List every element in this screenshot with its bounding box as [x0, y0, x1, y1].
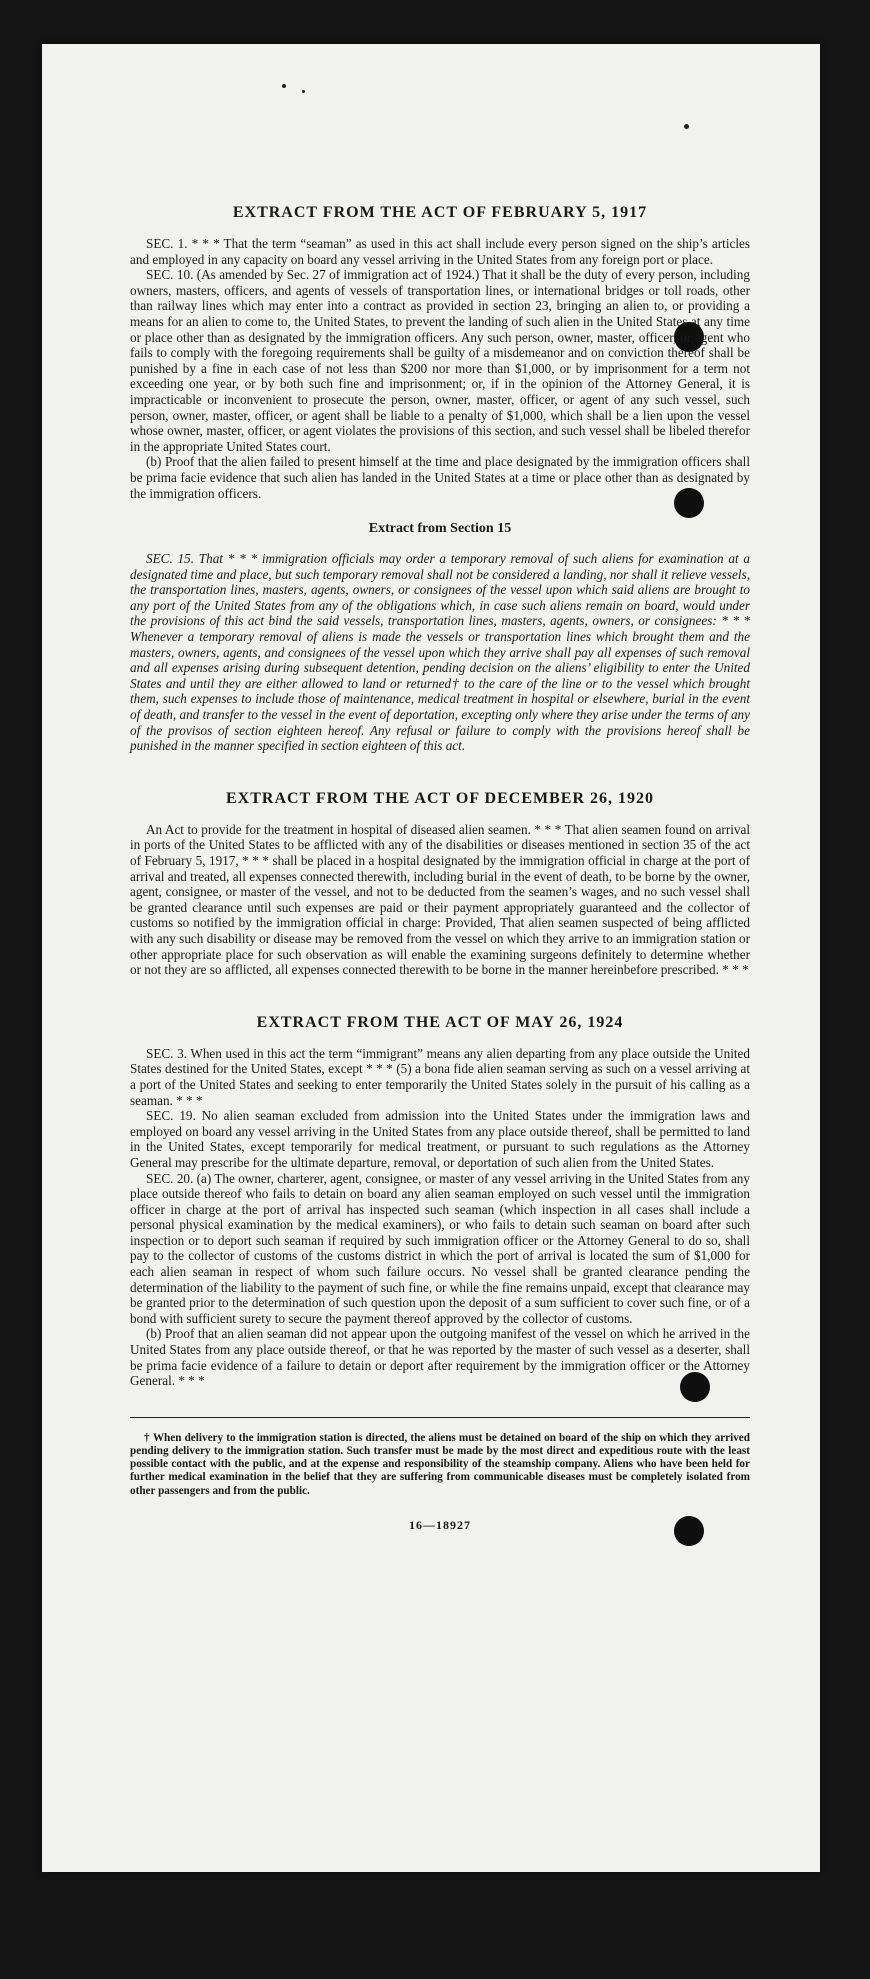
footnote: † When delivery to the immigration station is directed, the aliens must be detained on board of the ship on which they arrived pending delivery to the immigration station. Such transfer must be made by the most direct and expeditious route with the least possible contact with the public, and at the expense and responsibility of the steamship company. Aliens who have been held for further medical examination in the belief that they are suffering from communicable diseases must be completely isolated from other passengers and from the public.: [130, 1431, 750, 1497]
section-heading: EXTRACT FROM THE ACT OF MAY 26, 1924: [256, 1013, 624, 1031]
section-subheading: Extract from Section 15: [368, 521, 512, 537]
section-paragraph: SEC. 10. (As amended by Sec. 27 of immigration act of 1924.) That it shall be the duty of every person, including owners, masters, officers, and agents of vessels of transportation lines, or international bridges or toll roads, other than railway lines which may enter into a contract as provided in section 23, bringing an alien to, or providing a means for an alien to come to, the United States, to prevent the landing of such alien in the United States at any time or place other than as designated by the immigration officers. Any such person, owner, master, officer, or agent who fails to comply with the foregoing requirements shall be guilty of a misdemeanor and on conviction thereof shall be punished by a fine in each case of not less than $200 nor more than $1,000, or by imprisonment for a term not exceeding one year, or by both such fine and imprisonment; or, if in the opinion of the Attorney General, it is impracticable or inconvenient to prosecute the person, owner, master, officer, or agent of any such vessel, such person, owner, master, officer, or agent shall be liable to a penalty of $1,000, which shall be a lien upon the vessel whose owner, master, officer, or agent violates the provisions of this section, and such vessel shall be libeled therefor in the appropriate United States court.: [130, 267, 750, 454]
document-page: [42, 44, 820, 1872]
form-number: 16—18927: [409, 1517, 471, 1532]
section-paragraph: SEC. 1. * * * That the term “seaman” as used in this act shall include every person signed on the ship’s articles and employed in any capacity on board any vessel arriving in the United States from any foreign port or place.: [130, 236, 750, 267]
section-heading: EXTRACT FROM THE ACT OF FEBRUARY 5, 1917: [232, 204, 648, 221]
section-paragraph: SEC. 15. That * * * immigration officials may order a temporary removal of such aliens for examination at a designated time and place, but such temporary removal shall not be considered a landing, nor shall it relieve vessels, the transportation lines, masters, agents, owners, or consignees of the vessel upon which said aliens are brought to any port of the United States from any of the obligations which, in case such aliens remain on board, would under the provisions of this act bind the said vessels, transportation lines, masters, agents, owners, or consignees: * * * Whenever a temporary removal of aliens is made the vessels or transportation lines which brought them and the masters, owners, agents, and consignees of the vessel upon which they arrive shall pay all expenses of such removal and all expenses arising during subsequent detention, pending decision on the aliens’ eligibility to enter the United States and until they are either allowed to land or returned† to the care of the line or to the vessel which brought them, such expenses to include those of maintenance, medical treatment in hospital or elsewhere, burial in the event of death, and transfer to the vessel in the event of deportation, excepting only where they arise under the terms of any of the provisos of section eighteen hereof. Any refusal or failure to comply with the provisions hereof shall be punished in the manner specified in section eighteen of this act.: [130, 551, 750, 754]
section-paragraph: SEC. 3. When used in this act the term “immigrant” means any alien departing from any place outside the United States destined for the United States, except * * * (5) a bona fide alien seaman serving as such on a vessel arriving at a port of the United States and seeking to enter temporarily the United States solely in the pursuit of his calling as a seaman. * * *: [130, 1045, 750, 1108]
dust-speck: [302, 90, 305, 93]
document-body: [130, 156, 750, 1533]
section-paragraph: SEC. 19. No alien seaman excluded from admission into the United States under the immigration laws and employed on board any vessel arriving in the United States from any place outside thereof, shall be permitted to land in the United States, except temporarily for medical treatment, or pursuant to such regulations as the Attorney General may prescribe for the ultimate departure, removal, or deportation of such alien from the United States.: [130, 1108, 750, 1170]
section-heading: EXTRACT FROM THE ACT OF DECEMBER 26, 1920: [225, 789, 654, 807]
section-paragraph: (b) Proof that the alien failed to present himself at the time and place designated by the immigration officers shall be prima facie evidence that such alien has landed in the United States at a time or place other than as designated by the immigration officers.: [130, 454, 750, 501]
section-paragraph: An Act to provide for the treatment in hospital of diseased alien seamen. * * * That alien seamen found on arrival in ports of the United States to be afflicted with any of the disabilities or diseases mentioned in section 35 of the act of February 5, 1917, * * * shall be placed in a hospital designated by the immigration official in charge at the port of arrival and treated, all expenses connected therewith, including burial in the event of death, to be borne by the owner, agent, consignee, or master of the vessel, and not to be deducted from the seamen’s wages, and no such vessel shall be granted clearance until such expenses are paid or their payment appropriately guaranteed and the collector of customs so notified by the immigration official in charge: Provided, That alien seamen suspected of being afflicted with any such disability or disease may be removed from the vessel on which they arrive to an immigration station or other appropriate place for such observation as will enable the examining surgeons definitely to determine whether or not they are so afflicted, all expenses connected therewith to be borne in the manner hereinbefore prescribed. * * *: [130, 821, 750, 978]
dust-speck: [684, 124, 689, 129]
dust-speck: [282, 84, 286, 88]
section-paragraph: (b) Proof that an alien seaman did not appear upon the outgoing manifest of the vessel on which he arrived in the United States from any place outside thereof, or that he was reported by the master of such vessel as a deserter, shall be prima facie evidence of a failure to detain or deport after requirement by the immigration officer or the Attorney General. * * *: [130, 1326, 750, 1389]
footnote-divider: [130, 1417, 750, 1418]
section-paragraph: SEC. 20. (a) The owner, charterer, agent, consignee, or master of any vessel arriving in the United States from any place outside thereof who fails to detain on board any alien seaman employed on such vessel until the immigration officer in charge at the port of arrival has inspected such seaman (which inspection in all cases shall include a personal physical examination by the medical examiners), or who fails to detain such seaman on board after such inspection or to deport such seaman if required by such immigration officer or the Attorney General to do so, shall pay to the collector of customs of the customs district in which the port of arrival is located the sum of $1,000 for each alien seaman in respect of whom such failure occurs. No vessel shall be granted clearance pending the determination of the liability to the payment of such fine, or while the fine remains unpaid, except that clearance may be granted prior to the determination of such question upon the deposit of a sum sufficient to cover such fine, or of a bond with sufficient surety to secure the payment thereof approved by the collector of customs.: [130, 1170, 750, 1326]
